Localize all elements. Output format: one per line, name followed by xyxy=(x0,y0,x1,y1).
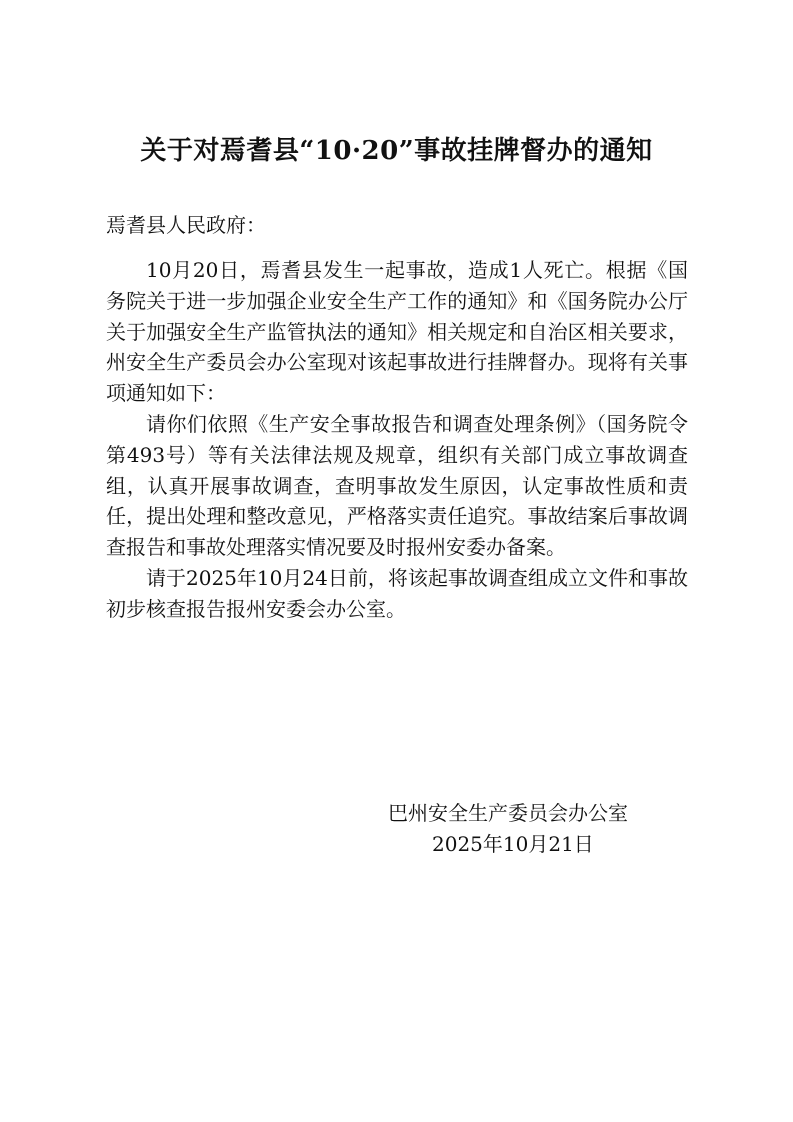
signature-block xyxy=(380,798,660,860)
signature-date: 2025年10月21日 xyxy=(432,832,594,856)
document-title: 关于对焉耆县“10·20”事故挂牌督办的通知 xyxy=(140,136,653,166)
document-body xyxy=(106,255,688,625)
salutation: 焉耆县人民政府： xyxy=(106,213,266,237)
signature-organization: 巴州安全生产委员会办公室 xyxy=(388,801,628,825)
paragraph-1: 10月20日，焉耆县发生一起事故，造成1人死亡。根据《国务院关于进一步加强企业安全生产工作的通知》和《国务院办公厅关于加强安全生产监管执法的通知》相关规定和自治区相关要求，州安全生产委员会办公室现对该起事故进行挂牌督办。现将有关事项通知如下： xyxy=(106,258,688,406)
paragraph-3: 请于2025年10月24日前，将该起事故调查组成立文件和事故初步核查报告报州安委会办公室。 xyxy=(106,565,688,621)
paragraph-2: 请你们依照《生产安全事故报告和调查处理条例》（国务院令第493号）等有关法律法规及规章，组织有关部门成立事故调查组，认真开展事故调查，查明事故发生原因，认定事故性质和责任，提出处理和整改意见，严格落实责任追究。事故结案后事故调查报告和事故处理落实情况要及时报州安委办备案。 xyxy=(106,411,688,560)
